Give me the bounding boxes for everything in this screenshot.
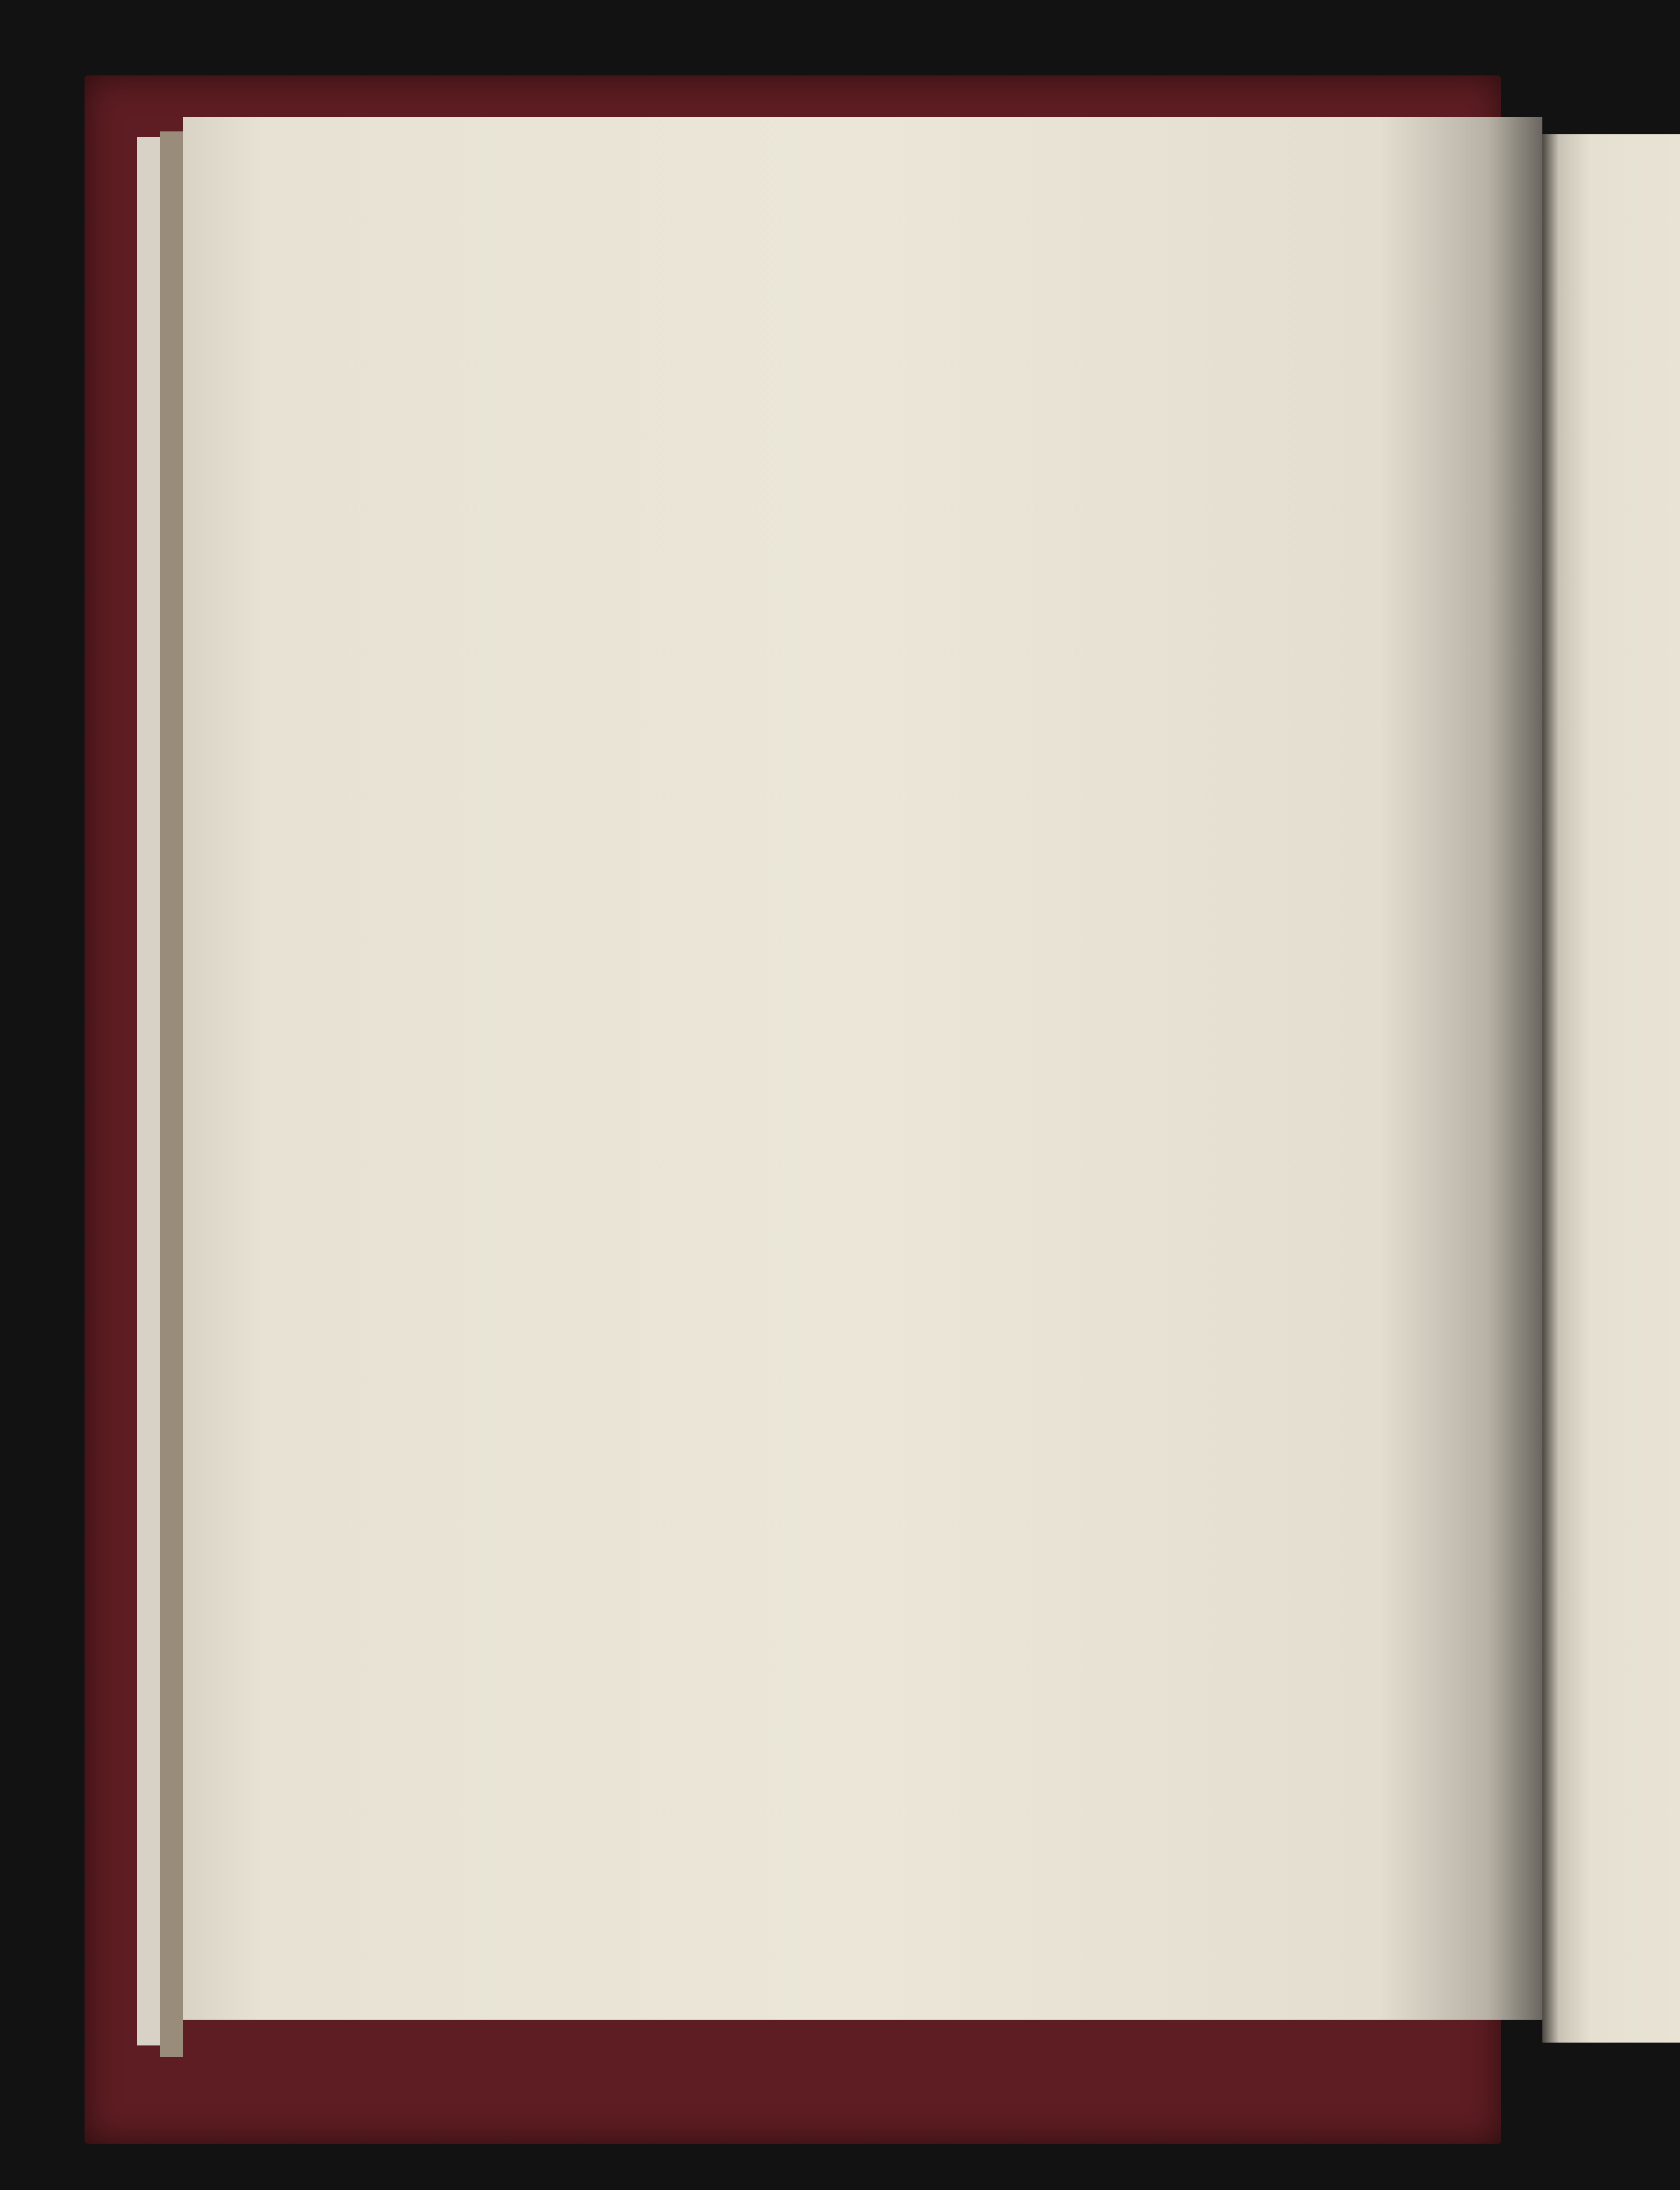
page-edge-dark xyxy=(160,131,183,2057)
left-page xyxy=(183,117,1542,2020)
page-edge-light xyxy=(137,137,160,2045)
right-page xyxy=(1542,134,1680,2043)
